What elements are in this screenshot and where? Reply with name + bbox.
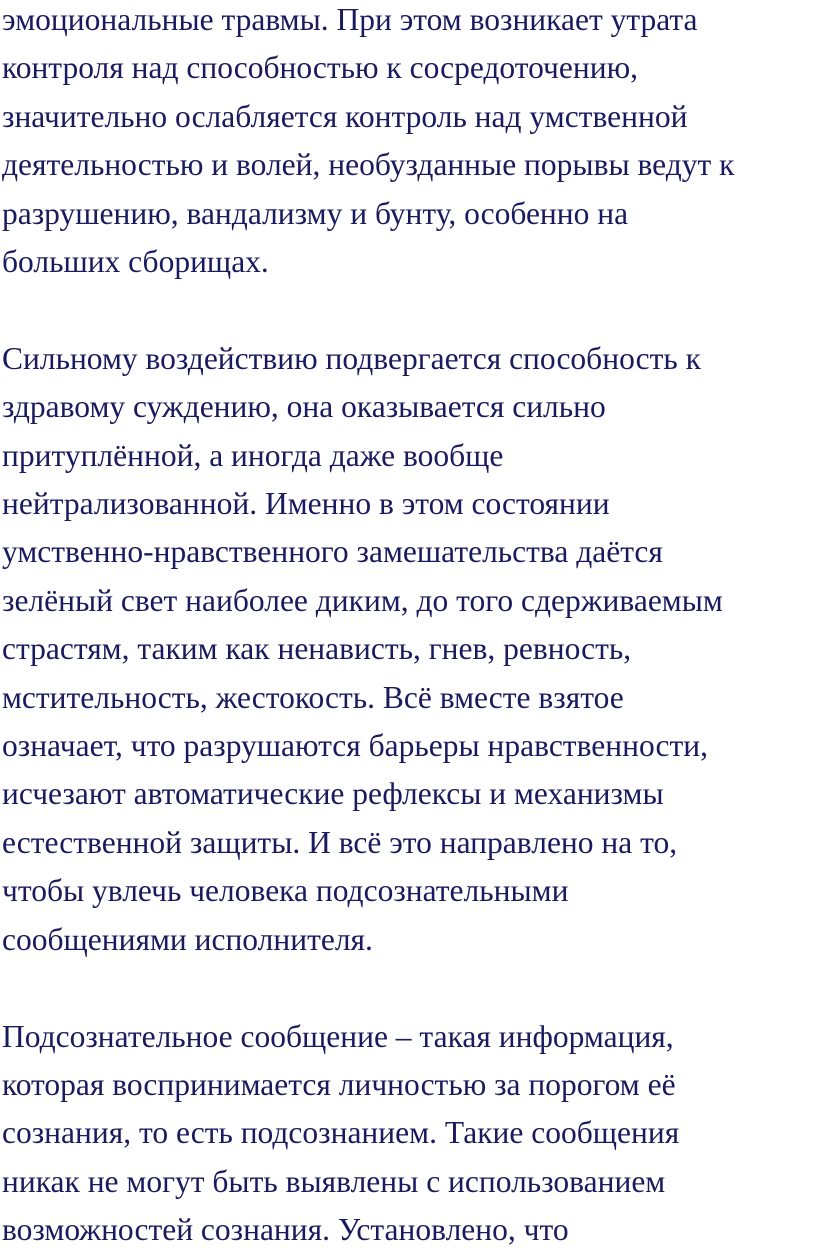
text-line: страстям, таким как ненависть, гнев, ревность, bbox=[2, 631, 632, 667]
text-line: зелёный свет наиболее диким, до того сдерживаемым bbox=[2, 582, 723, 618]
text-line: означает, что разрушаются барьеры нравственности, bbox=[2, 728, 708, 764]
text-line: эмоциональные травмы. При этом возникает утрата bbox=[2, 2, 698, 37]
text-line: здравому суждению, она оказывается сильно bbox=[2, 389, 606, 425]
paragraph-1 bbox=[2, 0, 816, 286]
text-line: никак не могут быть выявлены с использованием bbox=[2, 1163, 666, 1199]
paragraph-3 bbox=[2, 1013, 816, 1255]
text-line: Сильному воздействию подвергается способность к bbox=[2, 340, 701, 376]
text-line: нейтрализованной. Именно в этом состоянии bbox=[2, 486, 610, 522]
text-line: деятельностью и волей, необузданные порывы ведут к bbox=[2, 147, 735, 183]
text-line: разрушению, вандализму и бунту, особенно на bbox=[2, 195, 629, 231]
text-line: значительно ослабляется контроль над умственной bbox=[2, 98, 688, 134]
text-line: умственно-нравственного замешательства даётся bbox=[2, 534, 663, 570]
text-line: Подсознательное сообщение – такая информация, bbox=[2, 1018, 674, 1054]
paragraph-spacer bbox=[2, 964, 816, 1012]
text-line: сообщениями исполнителя. bbox=[2, 921, 373, 957]
document-page bbox=[2, 0, 816, 1255]
paragraph-spacer bbox=[2, 286, 816, 334]
text-line: чтобы увлечь человека подсознательными bbox=[2, 873, 569, 909]
text-line: возможностей сознания. Установлено, что bbox=[2, 1212, 569, 1248]
text-line: притуплённой, а иногда даже вообще bbox=[2, 437, 504, 473]
paragraph-2 bbox=[2, 335, 816, 964]
text-line: мстительность, жестокость. Всё вместе взятое bbox=[2, 679, 624, 715]
text-line: которая воспринимается личностью за порогом её bbox=[2, 1066, 676, 1102]
text-line: сознания, то есть подсознанием. Такие сообщения bbox=[2, 1115, 680, 1151]
text-line: исчезают автоматические рефлексы и механизмы bbox=[2, 776, 664, 812]
text-line: больших сборищах. bbox=[2, 244, 269, 280]
text-line: контроля над способностью к сосредоточению, bbox=[2, 50, 638, 86]
text-line: естественной защиты. И всё это направлено на то, bbox=[2, 824, 678, 860]
